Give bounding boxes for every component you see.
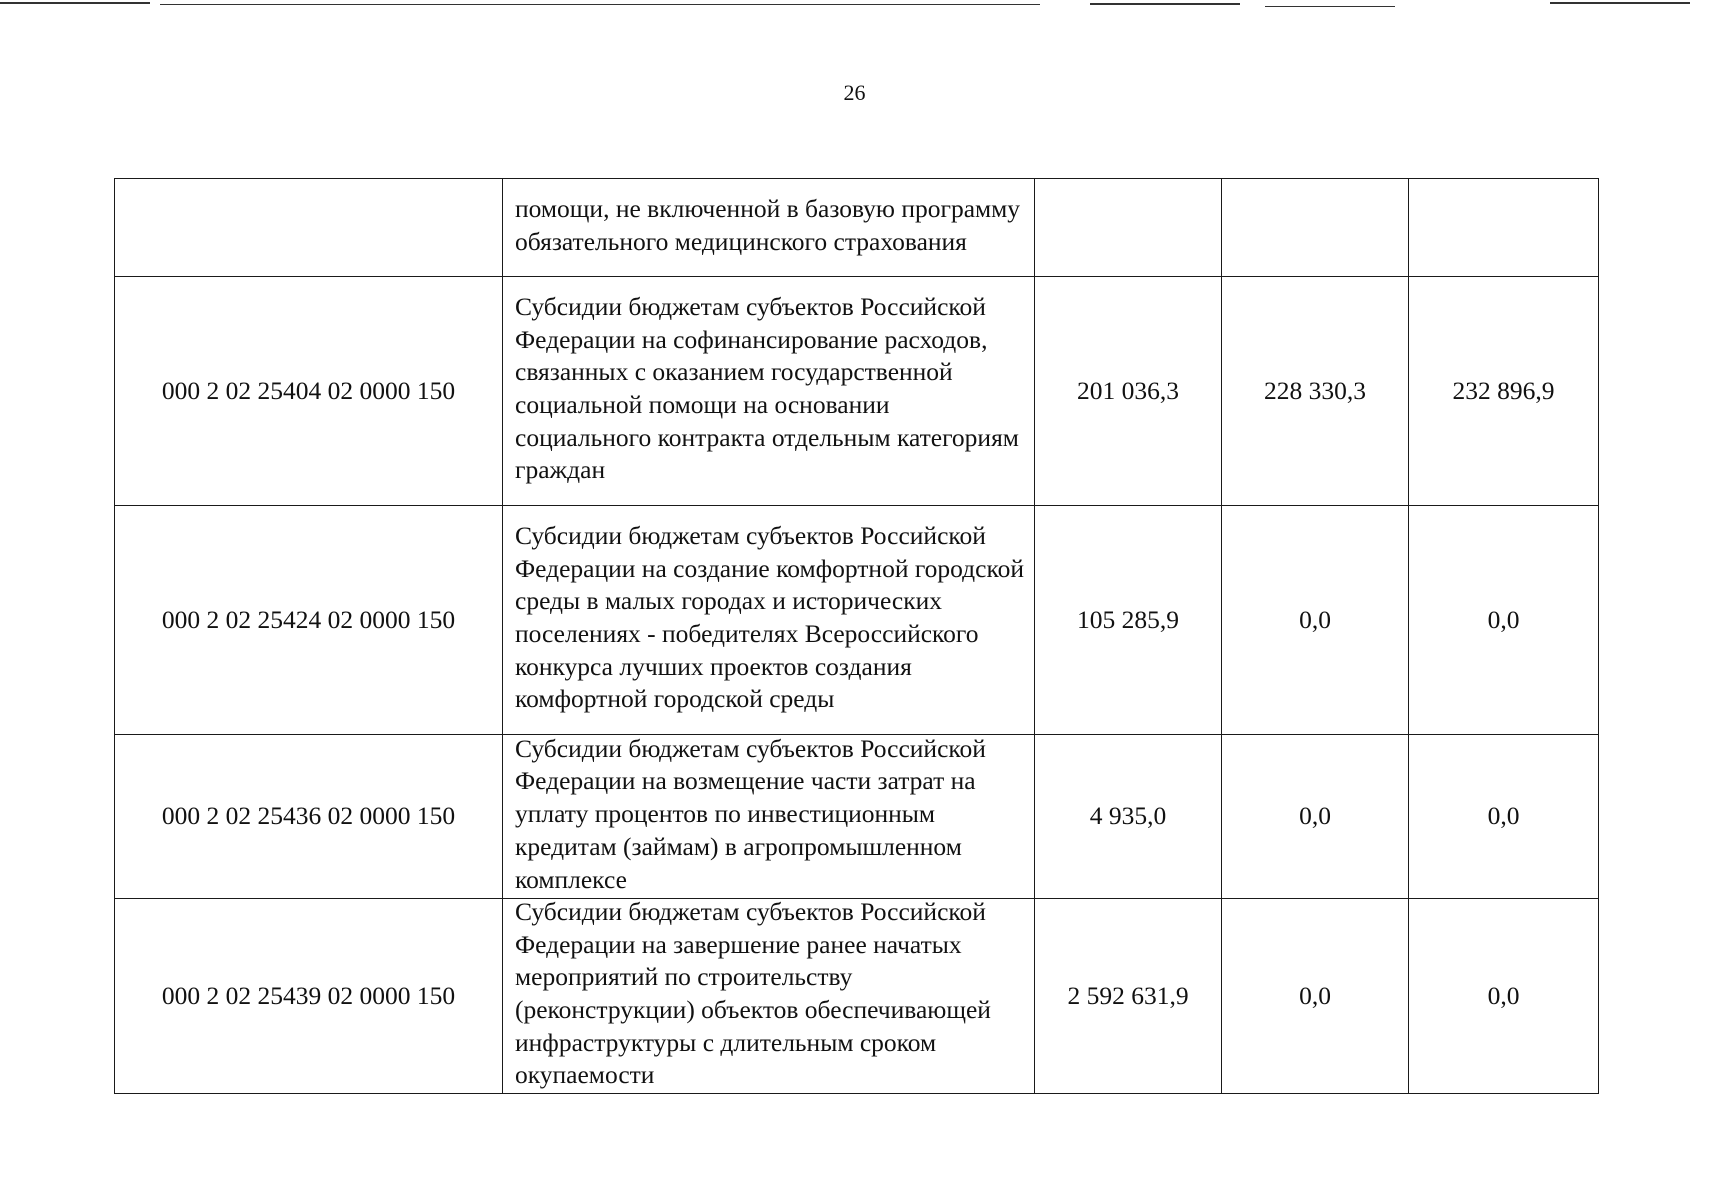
description-text: Субсидии бюджетам субъектов Российской Федерации на возмещение части затрат на уплату процентов по инвестиционным кредитам (займам) в агропромышленном комплексе bbox=[515, 733, 986, 894]
amount-year3-cell: 0,0 bbox=[1409, 735, 1599, 899]
table-row bbox=[115, 899, 1599, 1094]
budget-code-cell: 000 2 02 25439 02 0000 150 bbox=[115, 899, 503, 1094]
amount-year3-cell: 0,0 bbox=[1409, 506, 1599, 735]
amount-year2-cell: 228 330,3 bbox=[1222, 277, 1409, 506]
budget-code-cell: 000 2 02 25436 02 0000 150 bbox=[115, 735, 503, 899]
amount-year1-cell: 2 592 631,9 bbox=[1035, 899, 1222, 1094]
description-cell bbox=[503, 506, 1035, 735]
budget-code-cell: 000 2 02 25424 02 0000 150 bbox=[115, 506, 503, 735]
page-number: 26 bbox=[843, 80, 866, 105]
amount-year2-cell: 0,0 bbox=[1222, 899, 1409, 1094]
table-row bbox=[115, 735, 1599, 899]
description-text: помощи, не включенной в базовую программу обязательного медицинского страхования bbox=[515, 193, 1021, 256]
table-row bbox=[115, 277, 1599, 506]
scan-edge-line bbox=[1265, 6, 1395, 7]
description-cell bbox=[503, 735, 1035, 899]
amount-year1-cell: 201 036,3 bbox=[1035, 277, 1222, 506]
description-text: Субсидии бюджетам субъектов Российской Федерации на завершение ранее начатых мероприятий по строительству (реконструкции) объектов обеспечивающей инфраструктуры с длительным сроком окупаемости bbox=[515, 896, 991, 1090]
budget-code-cell bbox=[115, 179, 503, 277]
description-cell bbox=[503, 277, 1035, 506]
budget-code-cell: 000 2 02 25404 02 0000 150 bbox=[115, 277, 503, 506]
scan-edge-line bbox=[1090, 3, 1240, 5]
amount-year1-cell: 105 285,9 bbox=[1035, 506, 1222, 735]
description-text: Субсидии бюджетам субъектов Российской Федерации на софинансирование расходов, связанных с оказанием государственной социальной помощи на основании социального контракта отдельным категориям граждан bbox=[515, 291, 1019, 485]
scan-edge-line bbox=[160, 4, 1040, 5]
amount-year3-cell: 0,0 bbox=[1409, 899, 1599, 1094]
amount-year1-cell bbox=[1035, 179, 1222, 277]
amount-year2-cell bbox=[1222, 179, 1409, 277]
budget-table bbox=[114, 178, 1599, 1094]
scan-edge-line bbox=[0, 2, 150, 4]
description-cell bbox=[503, 896, 1035, 1094]
amount-year1-cell: 4 935,0 bbox=[1035, 735, 1222, 899]
description-text: Субсидии бюджетам субъектов Российской Федерации на создание комфортной городской среды в малых городах и исторических поселениях - победителях Всероссийского конкурса лучших проектов создания комфортной городской среды bbox=[515, 520, 1024, 714]
scan-edge-line bbox=[1550, 2, 1690, 4]
amount-year3-cell bbox=[1409, 179, 1599, 277]
table-row bbox=[115, 179, 1599, 277]
amount-year2-cell: 0,0 bbox=[1222, 506, 1409, 735]
description-cell bbox=[503, 179, 1035, 277]
amount-year2-cell: 0,0 bbox=[1222, 735, 1409, 899]
amount-year3-cell: 232 896,9 bbox=[1409, 277, 1599, 506]
table-row bbox=[115, 506, 1599, 735]
